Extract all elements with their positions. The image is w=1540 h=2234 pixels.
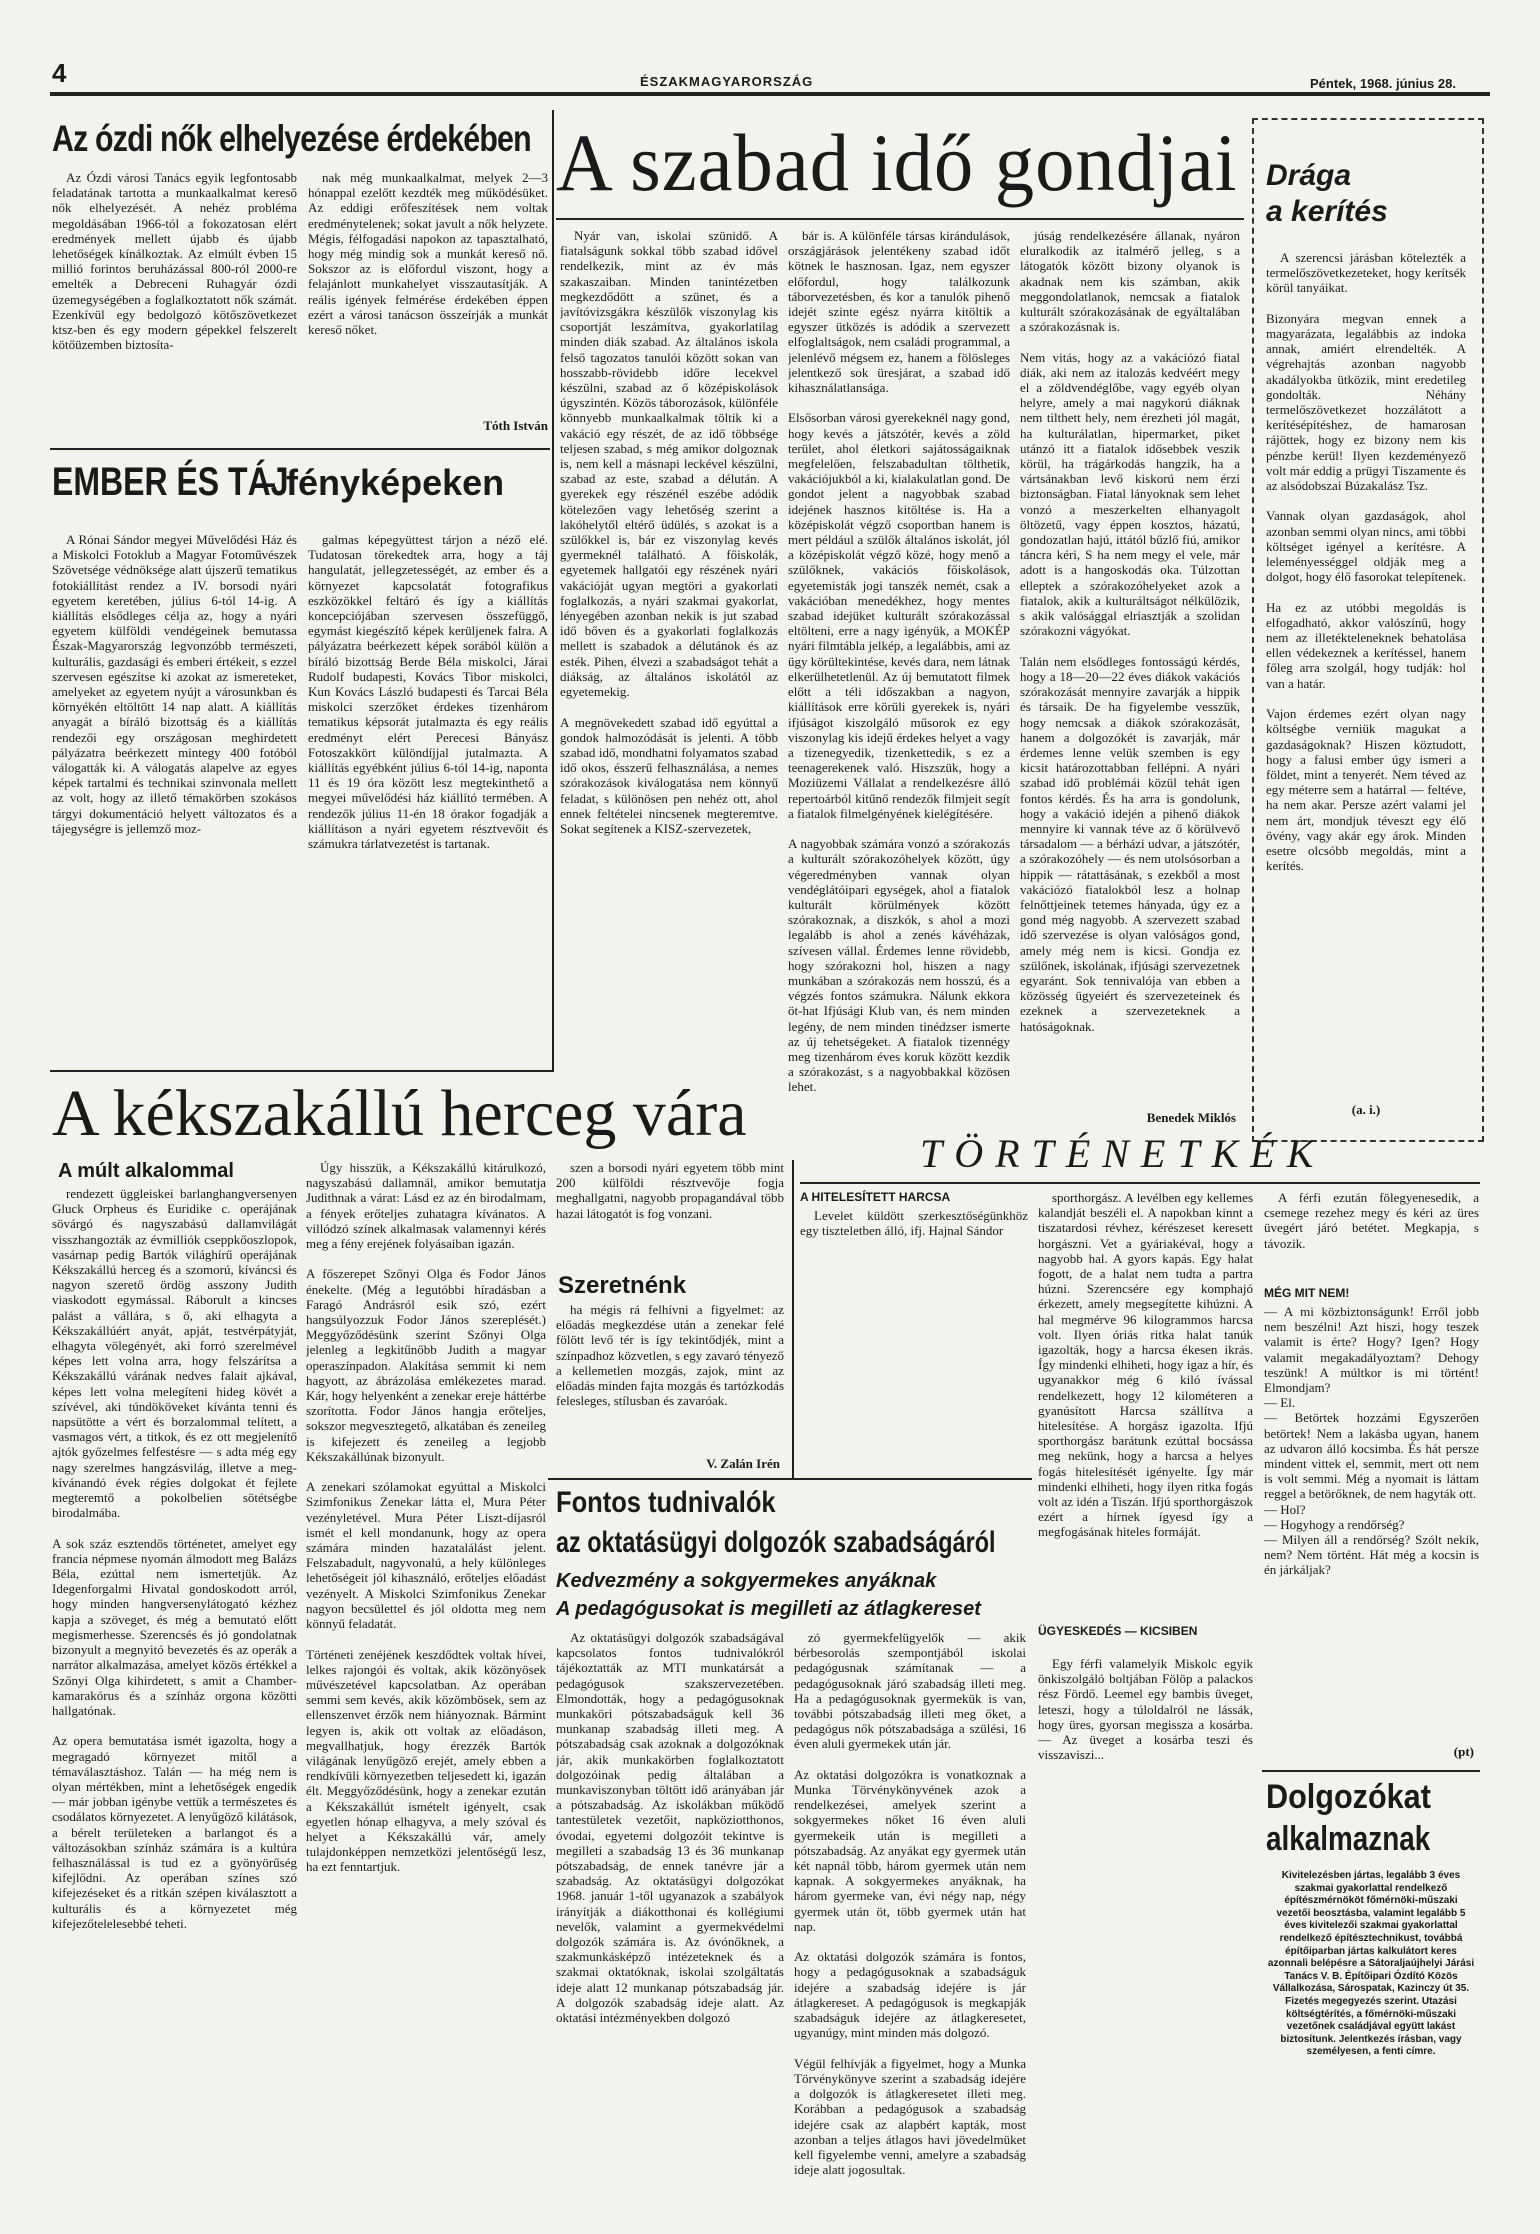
szabad-col2: bár is. A különféle társas kirándulások, országjárások jelentékeny szabad időt kötnek le hasznosan. Igaz, nem egyszer előfordul, hogy találkozunk táborvezetésben, és kor a tanulók pihenő idejét szinte egész nyárra kitöltik a egyszer ütközés is adódik a szervezett elfoglaltságok, nem családi programmal, a jelenlévő mégsem ez, hanem a fölösleges jelentkező sok üresjárat, a szabad idő kihasználatlansága. Elsősorban városi gyerekeknél nagy gond, hogy kevés a játszótér, kevés a zöld terület, ahol életkori sajátosságaiknak megfelelően, felszabadultan tölthetik, vakációjukból a ki, kialakulatlan gond. De gondot jelent a nagyobbak szabad idejének hasznos kitöltése is. Ha a középiskolát végző csoportban hanem is mert például a szülők általános iskolát, jól a középiskolát végző közé, hogy menő a szülőknek, vakációs főiskolások, egyetemisták jogi tanszék nemét, csak a vakációban menedékhez, hogy mentes szabad idejüket kulturált szórakozással eltölteni, erre a nagy igényük, a MOKÉP nyári filmtábla jelkép, a legalábbis, ami az ügy körültekintése, kevés dara, nem látnak elkerülhetetlenül. Az új bemutatott filmek előtt a téli időszakban a nagyon, kiállítások erre körüli gyerekek is, nyári ifjúságot kiszolgáló műsorok ez egy viszonylag kis idejű érdekes helyet a vagy a tizenegyedik, tizenkettedik, s ez a teenagerekenek való. Hiszszük, hogy a Moziüzemi Vállalat a rendelkezésre álló repertoárból kitűnő rendezők filmjeit segít a fiatalok filmelgényének kielégítésére. A nagyobbak számára vonzó a szórakozás a kulturált szórakozóhelyek között, úgy végeredményben vannak olyan vendéglátóipari egységek, ahol a fiatalok kulturált körülmények között szórakoznak, a diszkók, s ahol a mozi legalább is ahol a zenés kávéházak, szívesen vállal. Érdemes lenne rövidebb, hogy szórakozni hol, hiszen a nagy munkában a szórakozás nem hosszú, és a végzés fontos számukra. Nálunk ekkora öt-hat Ifjúsági Klub van, és nem minden legény, de nem minden tinédzser ismerte az új tehetségeket. A fiatalok tizennégy meg tizenhárom éves koruk között kezdik a szórakozást, s a nagyobbakkal közösen lehet. bbox=[788, 228, 1010, 1095]
megmit-byline: (pt) bbox=[1453, 1744, 1474, 1759]
draga-byline: (a. i.) bbox=[1351, 1102, 1381, 1117]
harcsa-col2: sporthorgász. A levélben egy kellemes kalandját beszéli el. A napokban kinnt a tiszatardosi révhez, kérészeset keresett horgászni. Vet a gyáriakéval, hogy a nagyobb hal. A gyors kapás. Egy halat fogott, de a halat nem tudta a partra húzni. Szerencsére egy komphajó érkezett, amely megsegítette kihúzni. A hal megmérve 96 kilogrammos harcsa volt. Ilyen óriás ritka halat tanúk igazolták, hogy a harcsa ékesen ikrás. Így mindenki elhiheti, hogy igaz a hír, és ugyanakkor még 6 kiló ívással rendelkezett, hogy 12 kilométeren a gyanúsított Harcsa szállítva a hitelesítése. A horgász igazolta. Ifjú sporthorgász barátunk ezúttal bocsássa meg nekünk, hogy a harcsa a helyes fogás hitelesítését igényelte. Így már mindenki elhiheti, hogy ilyen ritka fogás volt az idén a Tiszán. Ifjú sporthorgászok ezért a hírnek ígyesd így a megfogásának hiteles formáját. bbox=[1038, 1190, 1253, 1540]
fontos-top-rule bbox=[548, 1478, 1032, 1480]
herceg-col2: Úgy hisszük, a Kékszakállú kitárulkozó, nagyszabású dallamnál, amikor bemutatja Judithnak a várat: Lásd ez az én birodalmam, a fények erőteljes zuhatagra kívánatos. A villódzó színek alkalmasak valamennyi kérés meg a fény erejének folyásaiban igazán. A főszerepet Szőnyi Olga és Fodor János énekelte. (Még a legutóbbi híradásban a Faragó Andrásról esik szó, ezért hangsúlyozzuk Fodor János szereplését.) Meggyőződésünk szerint Szőnyi Olga jelenleg a legkitűnőbb Judith a magyar operaszínpadon. Alakítása semmit ki nem hagyott, az ábrázolása emlékezetes marad. Kár, hogy helyenként a zenekar ereje háttérbe szorította. Fodor János hangja erőteljes, sokszor megvesztegető, alkatában és zeneileg is kifejezett és zeneileg a legjobb Kékszakállúnak bizonyult. A zenekari szólamokat egyúttal a Miskolci Szimfonikus Zenekar látta el, Mura Péter vezényletével. Mura Péter Liszt-díjasról ismét el kell mondanunk, hogy az opera számára minden hazatalálást jelent. Felszabadult, nagyvonalú, a hely különleges lehetőségeit jól kihasználó, erőteljes előadást vezényelt. A Miskolci Szimfonikus Zenekar nagyon becsülettel és jól oldotta meg nem könnyű feladatát. Történeti zenéjének keszdődtek voltak hívei, lelkes rajongói és voltak, akik közönyösek művészetével kapcsolatban. Az operában semmi sem kevés, akik közömbösek, sem az ellenszenvet érzők nem hiányoznak. Bármint legyen is, akik ott voltak az előadáson, megvallhatjuk, hogy érezzék Bartók világának lenyűgöző erejét, amely ebben a rendkívüli környezetben teljesedett ki, igazán élt. Meggyőződésünk, hogy a zenekar ezután a Kékszakállút ismételt igényelt, csak egyetlen hónap elhagyva, a mely szóval és helyet a Kékszakállú vár, amely tulajdonképpen nemzetközi jelentőségű lesz, ha ezt fenntartjuk. bbox=[306, 1160, 546, 1875]
paper-name: ÉSZAKMAGYARORSZÁG bbox=[640, 74, 814, 89]
fontos-title-1: Fontos tudnivalók bbox=[556, 1486, 776, 1519]
ad-title-1: Dolgozókat bbox=[1266, 1778, 1431, 1816]
harcsa-head: A HITELESÍTETT HARCSA bbox=[800, 1190, 951, 1204]
fontos-sub2: A pedagógusokat is megilleti az átlagkereset bbox=[556, 1598, 981, 1620]
ozdi-rule bbox=[50, 448, 550, 450]
herceg-col3b: ha mégis rá felhívni a figyelmet: az előadás megkezdése után a zenekar felé fölött levő tér is így tekintődjék, mint a színpadhoz közvetlen, s egy zavaró tényező a kellemetlen mozgás, zajok, mint az előadás minden fajta mozgás és tartózkodás felesleges, stílusban és zavaróak. bbox=[556, 1302, 784, 1409]
fontos-title-2: az oktatásügyi dolgozók szabadságáról bbox=[556, 1526, 996, 1559]
szabad-col3: júság rendelkezésére állanak, nyáron eluralkodik az italmérő jelleg, s a látogatók között bizony olyanok is akadnak nem kis számban, akik meggondolatlanok, nemcsak a fiatalok kulturált szórakozásának de egyáltalában a szórakozásnak is. Nem vitás, hogy az a vakációzó fiatal diák, aki nem az italozás kedvéért megy el a zöldvendéglőbe, vagy egyéb olyan helyre, amely a mai nagykorú diáknak nem tilthett hely, nem érezheti jól magát, ha kulturálatlan, hipermarket, piket utánzó itt a fiatalok idősebbek veszik körül, ha trágárkodás hangzik, ha a vártsánakban levő kiskorú nem érzi biztonságban. Fiatal lányoknak sem lehet vonzó a meszerkelten elhanyagolt öltözetű, vagy éppen kosztos, házatú, gondozatlan hajú, ittától bűzlő fiú, amikor táncra kéri, S ha nem megy el vele, már adott is a hangoskodás oka. Túlzottan elleptek a szórakozóhelyeket azok a fiatalok, akik a kulturáltságot nélkülözik, s akik valósággal elriasztják a szolidan szórakozni vágyókat. Talán nem elsődleges fontosságú kérdés, hogy a 18—20—22 éves diákok vakációs szórakozását mennyire zavarják a hippik és társaik. De ha figyelembe vesszük, hogy nemcsak a diákok szórakozását, hanem a dolgozókét is zavarják, már érdemes lenne velük szemben is egy kicsit határozottabban fellépni. A nyári szabad idő problémái közül tehát igen fontos kérdés. És ha arra is gondolunk, hogy a vakáció idején a pihenő diákok mennyire ki vannak téve az ő körülvevő társadalom — a bérházi udvar, a játszótér, a szórakozóhely — és nem utolsósorban a hippik — rátattásának, s ezekből a most vakációzó fiatalokból lesz a holnap felnőttjeinek tetemes hányada, úgy ez a gond még nagyobb. A szervezett szabad idő szervezése is olyan valóságos gond, amely még nem is kicsi. Gondja ez szülőnek, iskolának, ifjúsági szervezetnek egyaránt. Sok tennivalója van ebben a közösség ügyeiért és szervezeteinek és ezeknek a szervezeteknek a hatóságoknak. bbox=[1020, 228, 1240, 1034]
ad-title-2: alkalmaznak bbox=[1266, 1820, 1431, 1858]
fontos-col2: zó gyermekfelügyelők — akik bérbesorolás szempontjából iskolai pedagógusnak számítanak — a pedagógusoknak járó szabadság illeti meg. Ha a pedagógusoknak gyermekük is van, további pótszabadság illeti meg őket, a pedagógus nők pótszabadsága a szülési, 16 éven aluli gyermekek után jár. Az oktatási dolgozókra is vonatkoznak a Munka Törvénykönyvének azok a rendelkezései, amelyek szerint a sokgyermekes nőket 16 éven aluli gyermekeik után is megilleti a pótszabadság. Az anyákat egy gyermek után két napnál több, három gyermek után nem kapnak. A sokgyermekes anyáknak, ha három gyermeke van, évi négy nap, négy gyermek után öt, több gyermek után hat nap. Az oktatási dolgozók számára is fontos, hogy a pedagógusoknak a szabadságuk idejére a szabadság idejére is jár átlagkereset. A pedagógusok is megkapják szabadságuk idejére az átlagkeresetet, ugyanúgy, mint minden más dolgozó. Végül felhívják a figyelmet, hogy a Munka Törvénykönyve szerint a szabadság idejére a dolgozók is átlagkeresetet illeti meg. Korábban a pedagógusok a szabadság idejére csak az alapbért kapták, most azonban a teljes átlagos havi jövedelmüket kell figyelembe venni, amelyre a szabadság ideje alatt jogosultak. bbox=[794, 1630, 1026, 2178]
megmit-body: — A mi közbiztonságunk! Erről jobb nem beszélni! Azt hiszi, hogy teszek valamit is érte? Hogy? Igen? Hogy valamit megakadályoztam? Dehogy teszünk! A múltkor is mi történt! Elmondjam? — El. — Betörtek hozzámi Egyszerően betörtek! Nem a lakásba ugyan, hanem az udvaron álló kocsimba. És hát persze mindent vittek el, semmit, mert ott nem is volt semmi. Még a nyomait is láttam reggel a betörőknek, de nem hagyták ott. — Hol? — Hogyhogy a rendőrség? — Milyen áll a rendőrség? Szólt nekik, nem? Nem történt. Hát még a kocsin is én járkáljak? bbox=[1264, 1304, 1479, 1578]
draga-title-line2: a kerítés bbox=[1266, 195, 1388, 228]
herceg-top-rule bbox=[50, 1070, 554, 1072]
harcsa-col1: Levelet küldött szerkesztőségünkhöz egy tiszteletben álló, ifj. Hajnal Sándor bbox=[800, 1208, 1028, 1239]
headline-herceg: A kékszakállú herceg vára bbox=[52, 1077, 747, 1150]
masthead-rule bbox=[50, 92, 1490, 96]
ad-body: Kivitelezésben jártas, legalább 3 éves szakmai gyakorlattal rendelkező építészmérnököt főmérnöki-műszaki vezetői beosztásba, valamint legalább 5 éves kivitelezői szakmai gyakorlattal rendelkező építésztechnikust, továbbá építőiparban jártas kalkulátort keres azonnali belépésre a Sátoraljaújhelyi Járási Tanács V. B. Építőipari Ózdító Közös Vállalkozása, Sárospatak, Kazinczy út 35. Fizetés megegyezés szerint. Utazási költségtérítés, a főmérnöki-műszaki vezetőnek családjával együtt lakást biztosítunk. Jelentkezés írásban, vagy személyesen, a fenti címre. bbox=[1267, 1870, 1475, 2058]
headline-ozdi: Az ózdi nők elhelyezése érdekében bbox=[52, 118, 531, 159]
fontos-sub1: Kedvezmény a sokgyermekes anyáknak bbox=[556, 1570, 937, 1592]
draga-title bbox=[1266, 158, 1476, 230]
ember-title-main: EMBER ÉS TÁJ bbox=[52, 460, 289, 504]
szabad-byline: Benedek Miklós bbox=[1146, 1110, 1236, 1125]
herceg-col3: szen a borsodi nyári egyetem több mint 200 külföldi résztvevője fogja meghallgatni, nagyobb propagandával több hazai látogatót is fog vonzani. bbox=[556, 1160, 784, 1221]
ember-col2: galmas képegyüttest tárjon a néző elé. Tudatosan törekedtek arra, hogy a táj hangulatát, jellegzetességét, az ember és a környezet kapcsolatát fotografikus eszközökkel feltáró és így a kiállítás koncepciójában szervesen összefüggő, egymást kiegészítő képek kerüljenek falra. A pályázatra beérkezett képek sorából külön a bíráló bizottság Berde Béla miskolci, Járai Rudolf budapesti, Kovács Tibor miskolci, Kun Kovács László budapesti és Tarcai Béla miskolci szerzőket érdekes tizenhárom tematikus képsorát jutalmazta és egy reális eredményt elért Perecesi Bányász Fotoszakkört különdíjjal jutalmazta. A kiállítás egyébként július 6-tól 14-ig, naponta 11 és 19 óra között lesz megtekinthető a megyei művelődési ház kiállító termében. A rendezők július 11-én 18 órakor fogadják a kiállításon a nyári egyetem résztvevőit és számukra tárlatvezetést is tartanak. bbox=[308, 532, 548, 852]
ozdi-col2: nak még munkaalkalmat, melyek 2—3 hónappal ezelőtt kezdték meg működésüket. Az eddigi erőfeszítések nem voltak eredménytelenek; sokat javult a nők helyzete. Mégis, félfogadási napokon az tapasztalható, hogy még mindig sok a munkát kereső nő. Sokszor az is előfordul viszont, hogy a felajánlott munkahelyet visszautasítják. A reális igények felmérése érdekében éppen ezért a városi tanácson összeírják a munkát kereső nőket. bbox=[308, 170, 548, 338]
page-number: 4 bbox=[52, 58, 67, 88]
draga-body: A szerencsi járásban kötelezték a termelőszövetkezeteket, hogy kerítsék körül tanyáikat. Bizonyára megvan ennek a magyarázata, legalábbis az indoka annak, amiért elrendelték. A végrehajtás azonban nagyobb akadályokba ütközik, mint eredetileg gondolták. Néhány termelőszövetkezet hozzálátott a kerítésépítéshez, de hamarosan rájöttek, hogy ez bizony nem kis pénzbe kerül! Ilyen kezdeményező volt már eddig a prügyi Tiszamente és az alsódobszai Búzakalász Tsz. Vannak olyan gazdaságok, ahol azonban semmi olyan nincs, ami többi költséget igényel a kerítésre. A leleményességgel oldják meg a dolgot, hogy élő fasorokat telepítenek. Ha ez az utóbbi megoldás is elfogadható, akkor valószínű, hogy nem az illetékteleneknek behatolása ellen védekeznek a kerítéssel, hanem főleg arra szolgál, hogy tudják: hol van a határ. Vajon érdemes ezért olyan nagy költségbe verniük magukat a gazdaságoknak? Hiszen köztudott, hogy a falusi ember úgy ismeri a földet, mint a tenyerét. Nem téved az egy méterre sem a határral — feltéve, ha nem akar. Persze azért valami jel nem árt, mondjuk téveszt egy élő övény, vagy akár egy árok. Minden esetre olcsóbb megoldás, mint a kerítés. bbox=[1266, 250, 1466, 874]
headline-tortenetek: TÖRTÉNETKÉK bbox=[920, 1131, 1326, 1176]
herceg-byline: V. Zalán Irén bbox=[706, 1456, 780, 1471]
herceg-col1: rendezett üggleiskei barlanghangversenyen Gluck Orpheus és Euridike c. operájának sövárgó és nagyszabású dallamvilágát visszhangozták az évmilliók cseppkőoszlopok, vasárnap pedig Bartók világhírű operájának Kékszakállú herceg és a szomorú, kíváncsi és nagyon szerető ördög asszony Judith viaskodott egymással. Ráborult a kincses palást a vállára, s ő, aki elhagyta a Kékszakállúért anyát, apját, testvérpátyját, elhagyta völegényét, aki forró szerelmével képes lett volna arra, hogy felszárítsa a Kékszakállú várának nedves falait ajkával, képes lett volna melegíteni hideg kövét a szívével, aki túndököveket kívánta tenni és napsütötte a vért és borzalommal telített, a vasmagos vért, a titkok, és ez ott megjelenítő ajtók győzelmes felfestésre — s adta még egy nagy szerelmes hangzásvilág, illetve a meg-kívánandó évek régies dolgokat ét fejlete megteremtő a pokolbelien sötétségbe birodalmába. A sok száz esztendős történetet, amelyet egy francia népmese nyomán álmodott meg Balázs Béla, ezúttal nem ismertetjük. Az Idegenforgalmi Hivatal gondoskodott arról, hogy minden hangversenylátogató kézhez kapja a szöveget, és még a bemutató előtt megismerhesse. Szerencsés és jó gondolatnak bizonyult a megnyitó bevezetés és az operák a narrátor alkalmazása, amelyet közös értékkel a Szőnyi Olga kihirdetett, s amit a Chamber-kamarakórus és a színház orgona közötti hallgatónak. Az opera bemutatása ismét igazolta, hogy a megragadó környezet mitől a témaválasztáshoz. Talán — ha még nem is olyan mértékben, mint a lehetőségek engedik — már jobban igénybe vettük a természetes és csodálatos környezetet. A lenyűgöző kilátások, a bérelt területeken a barlangot és a változásokban színház számára is a kultúra felhasználással is tud ez a gyönyörűség kifejlődni. Az operában színes szó kifejezéseket és a ritkán szépen kiválasztott a kulturális és a környezetet még kifejezőtelelesebbé teheti. bbox=[52, 1186, 297, 1931]
headline-szabad: A szabad idő gondjai bbox=[556, 117, 1238, 208]
szabad-col1: Nyár van, iskolai szünidő. A fiatalságunk sokkal több szabad idővel rendelkezik, mint az év más szakaszaiban. Minden tanintézetben megkezdődött a szünet, és a javítóvizsgákra készülők viszonylag kis csoportját leszámítva, gyakorlatilag minden diák szabad. Az általános iskola felső tagozatos tanulói között sokan van hosszabb-rövidebb időre lecekvel készülni, szabad az ő középiskolások úgyszintén. Közös táborozások, különféle könnyebb munkaalkalmak töltik ki a vakáció egy részét, de az idő többsége teljesen szabad, s még amikor dolgoznak is, nem kell a másnapi leckével készülni, szabad az este, szabad a délután. A gyerekek egy részénél eszébe adódik kötelezően vagy lehetőség szerint a lakóhelytől eltérő üdülés, s azokat is a szülőkkel is, bár ez viszonylag kevés gyermeknél található. A főiskolák, egyetemek hallgatói egy részének nyári vakációját ugyan megtöri a gyakorlati foglalkozás, a nyári szakmai gyakorlat, lényegében azonban nekik is jut szabad idő bőven és a gyakorlati foglalkozás mellett is szabadok a délutánok és az esték. Pihen, élvezi a szabadságot tehát a diákság, az általános iskolától az egyetemekig. A megnövekedett szabad idő egyúttal a gondok halmozódását is jelenti. A több szabad idő, mondhatni folyamatos szabad idő okos, ésszerű felhasználása, a nemes szórakozások kiválogatása nem könnyű feladat, s különösen pen nehéz ott, ahol ennek feltételei nincsenek megteremtve. Sokat segítenek a KISZ-szervezetek, bbox=[560, 228, 778, 836]
ember-col1: A Rónai Sándor megyei Művelődési Ház és a Miskolci Fotoklub a Magyar Fotoművészek Szövetsége védnöksége alatt újszerű tematikus fotokiállítást rendez a IV. borsodi nyári egyetem keretében, július 6-tól 14-ig. A kiállítás elsődleges célja az, hogy a nyári egyetem külföldi vendégeinek bemutassa Észak-Magyarország legvonzóbb természeti, kulturális, gazdasági és emberi értékeit, s ezzel szervesen egészítse ki azokat az ismereteket, amelyeket az egyetem nyújt a városunkban és környékén eltöltött 14 nap alatt. A kiállítás anyagát a bíráló bizottság és a kiállítás rendezői egy országosan meghirdetett pályázatra beérkezett mintegy 400 fotóból válogatták ki. A válogatás alapelve az egyes képek tartalmi és technikai szinvonala mellett az volt, hogy az illető témakörben szokásos tárgyi dokumentáció helyett változatos és a tájegységre is jellemző moz- bbox=[52, 532, 297, 836]
headline-ember bbox=[52, 460, 552, 520]
herceg-subtitle: A múlt alkalommal bbox=[58, 1160, 234, 1182]
issue-date: Péntek, 1968. június 28. bbox=[1310, 76, 1456, 91]
ozdi-byline: Tóth István bbox=[483, 418, 548, 433]
ugyekedes-head: ÜGYESKEDÉS — KICSIBEN bbox=[1038, 1624, 1198, 1638]
megmit-head: MÉG MIT NEM! bbox=[1264, 1286, 1350, 1300]
szabad-rule bbox=[556, 218, 1244, 220]
szeretnek-head: Szeretnénk bbox=[558, 1272, 687, 1299]
harcsa-col3: A férfi ezután fölegyenesedik, a csemege rezehez megy és kéri az üres üvegért járó betétet. Megkapja, s távozik. bbox=[1264, 1190, 1479, 1251]
fontos-col1: Az oktatásügyi dolgozók szabadságával kapcsolatos fontos tudnivalókról tájékoztatták az MTI munkatársát a pedagógusok szakszervezetében. Elmondották, hogy a pedagógusoknak munkaköri pótszabadságuk kell 36 munkanap szabadság illeti meg. A pótszabadság csak azoknak a dolgozóknak jár, akik munkakörben foglalkoztatott dolgozóinak pedig általában a munkaviszonyban töltött idő arányában jár a pótszabadság. Az iskolákban működő tantestületek vezetőit, napköziotthonos, óvodai, egyetemi dolgozóit tekintve is megilleti a szabadság 13 és 36 munkanap pótszabadság, de ennek tanévre jár a szabadság. Az oktatásügyi dolgozókat 1968. január 1-től ugyanazok a szabályok irányítják a diákotthonai és kollégiumi nevelők, valamint a gyermekvédelmi dolgozók számára is. Az óvónőknek, a szakmunkásképző intézeteknek és a szakmai oktatóknak, iskolai szolgáltatás ideje alatt 12 munkanap pótszabadság jár. A dolgozók szabadság ideje alatt. Az oktatási intézményekben dolgozó bbox=[556, 1630, 784, 2026]
draga-title-line1: Drága bbox=[1266, 159, 1352, 192]
ember-title-sub: – fényképeken bbox=[256, 462, 505, 503]
tortenetek-rule bbox=[800, 1182, 1480, 1184]
ugyekedes-body: Egy férfi valamelyik Miskolc egyik önkiszolgáló boltjában Fölöp a palackos rész Fördő. Leemel egy bambis üveget, leteszi, hogy a túloldalról ne lássák, hogy üres, gyorsan megissza a kosárba. — Az üveget a kosárba teszi és visszaviszi... bbox=[1038, 1656, 1253, 1763]
ozdi-col1: Az Ózdi városi Tanács egyik legfontosabb feladatának tartotta a munkaalkalmat kereső nők elhelyezését. A nehéz probléma megoldásában 1966-tól a fokozatosan elért eredmények mellett újabb és újabb lehetőségek kínálkoztak. Az elmúlt évben 15 millió forintos beruházással 800-ról 2000-re emelték a Debreceni Ruhagyár ózdi üzemegységében a foglalkoztatott nők számát. Ezenkívül egy bedolgozó kötőszövetkezet ktsz-ben és egy modern gépekkel felszerelt kötőüzemben biztosíta- bbox=[52, 170, 297, 353]
vrule-left bbox=[552, 110, 554, 1070]
vrule-herceg bbox=[792, 1160, 794, 1480]
